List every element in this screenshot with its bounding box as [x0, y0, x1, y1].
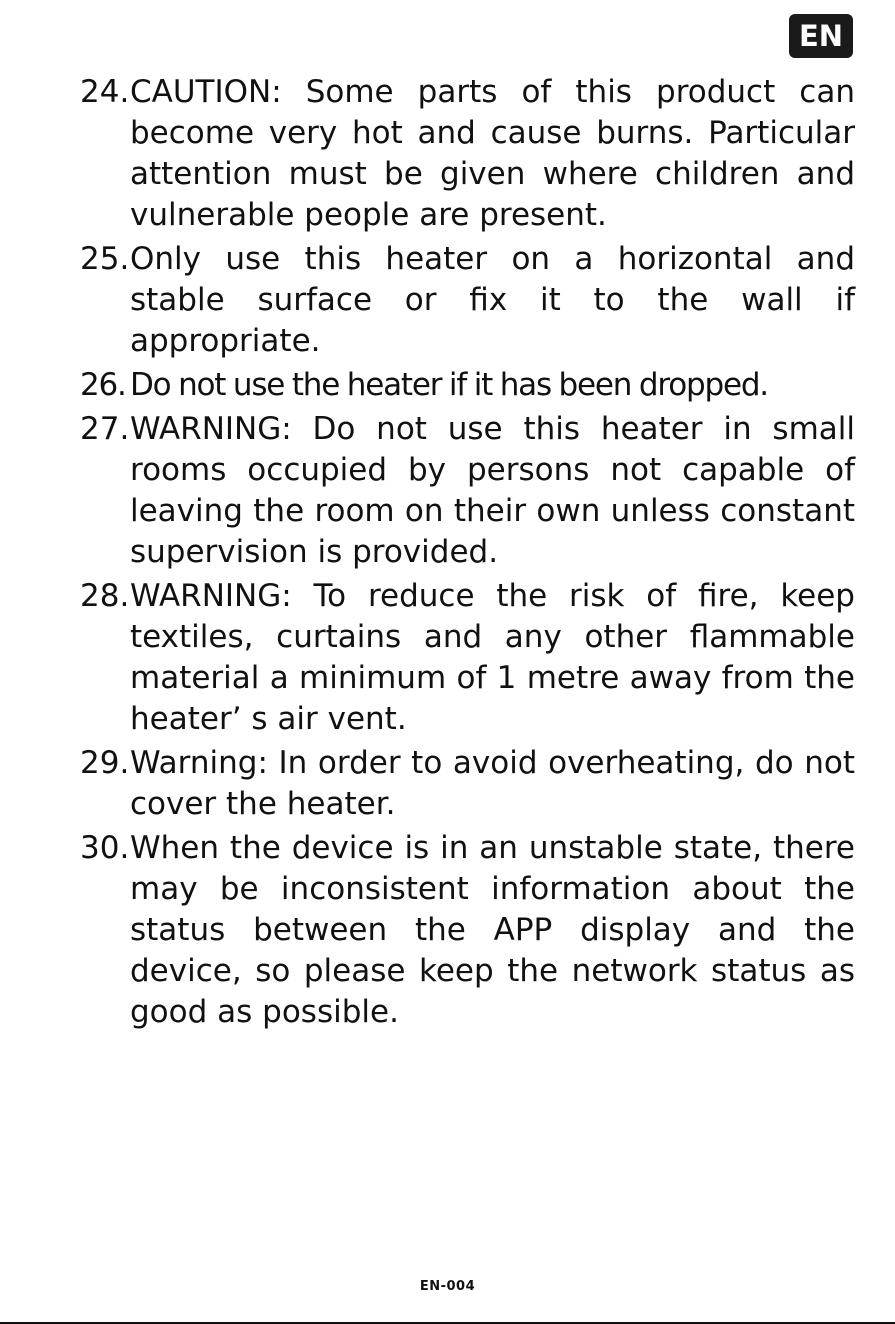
item-number: 25.	[80, 241, 130, 277]
page-number: EN-004	[419, 1279, 476, 1294]
instruction-item-28	[80, 576, 855, 740]
item-text: When the device is in an unstable state, there may be inconsistent information about the status between the APP display and the device, so please keep the network status as good as possible.	[130, 830, 855, 1030]
instruction-item-27	[80, 409, 855, 573]
item-number: 26.	[80, 367, 126, 403]
instruction-item-29	[80, 743, 855, 825]
item-text: Warning: In order to avoid overheating, do not cover the heater.	[130, 745, 855, 822]
instruction-item-24	[80, 72, 855, 236]
item-text: Only use this heater on a horizontal and stable surface or fix it to the wall if appropriate.	[130, 241, 855, 359]
instruction-item-30	[80, 828, 855, 1033]
item-number: 29.	[80, 745, 130, 781]
item-number: 28.	[80, 578, 130, 614]
item-text: WARNING: To reduce the risk of fire, keep textiles, curtains and any other flammable material a minimum of 1 metre away from the heater’ s air vent.	[130, 578, 855, 737]
safety-instructions-list	[80, 72, 855, 1036]
item-number: 30.	[80, 830, 130, 866]
item-text: Do not use the heater if it has been dropped.	[130, 367, 768, 403]
language-badge: EN	[789, 14, 853, 58]
item-number: 27.	[80, 411, 130, 447]
item-text: CAUTION: Some parts of this product can become very hot and cause burns. Particular attention must be given where children and vulnerable people are present.	[130, 74, 855, 233]
item-text: WARNING: Do not use this heater in small rooms occupied by persons not capable of leaving the room on their own unless constant supervision is provided.	[130, 411, 855, 570]
item-number: 24.	[80, 74, 130, 110]
instruction-item-25	[80, 239, 855, 362]
instruction-item-26	[80, 365, 855, 406]
